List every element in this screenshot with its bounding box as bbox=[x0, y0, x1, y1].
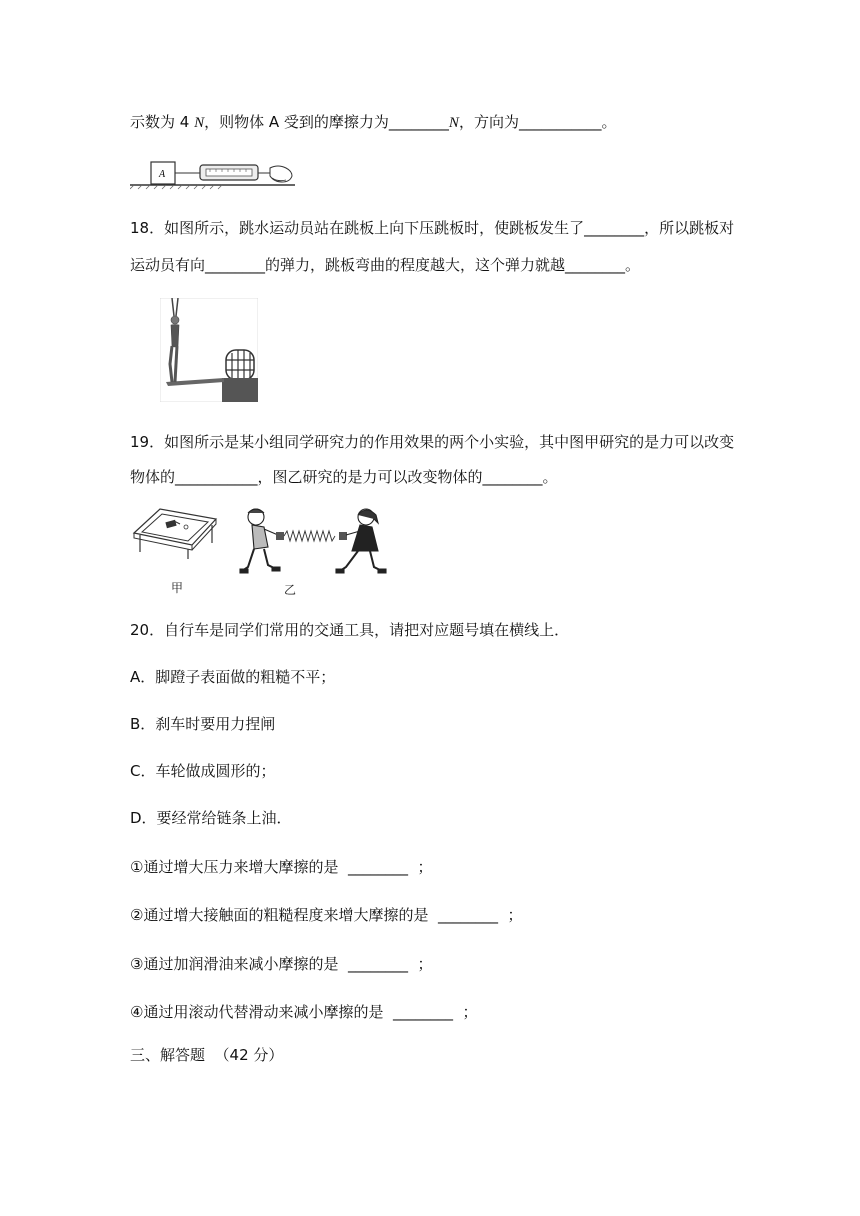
q17-text bbox=[130, 112, 616, 133]
q20-blank-1: ①通过增大压力来增大摩擦的是 ________ ； bbox=[130, 858, 433, 876]
diving-board-figure bbox=[160, 298, 258, 402]
q20-option-c: C．车轮做成圆形的； bbox=[130, 762, 276, 780]
q20-blank-3: ③通过加润滑油来减小摩擦的是 ________ ； bbox=[130, 955, 433, 973]
q20-option-a: A．脚蹬子表面做的粗糙不平； bbox=[130, 668, 336, 686]
unit-n: N bbox=[448, 115, 459, 131]
spring-scale-figure bbox=[130, 158, 295, 190]
spring-pull-figure bbox=[238, 505, 390, 577]
unit-n: N bbox=[194, 115, 205, 131]
caption-jia: 甲 bbox=[171, 581, 184, 595]
q20-option-d: D．要经常给链条上油． bbox=[130, 809, 292, 827]
q17-text-c: ，方向为___________。 bbox=[458, 113, 617, 131]
q18-line1: 18．如图所示，跳水运动员站在跳板上向下压跳板时，使跳板发生了________，所以跳板对 bbox=[130, 219, 735, 237]
q18-line2: 运动员有向________的弹力，跳板弯曲的程度越大，这个弹力就越________。 bbox=[130, 256, 641, 274]
section-heading: 三、解答题 （42 分） bbox=[130, 1046, 284, 1064]
caption-yi: 乙 bbox=[284, 583, 297, 597]
q20-stem: 20．自行车是同学们常用的交通工具，请把对应题号填在横线上． bbox=[130, 621, 570, 639]
q20-blank-4: ④通过用滚动代替滑动来减小摩擦的是 ________ ； bbox=[130, 1003, 478, 1021]
magnet-table-figure bbox=[130, 505, 218, 560]
q20-blank-2: ②通过增大接触面的粗糙程度来增大摩擦的是 ________ ； bbox=[130, 906, 523, 924]
block-a-label: A bbox=[159, 169, 166, 180]
q17-text-a: 示数为 4 bbox=[130, 113, 195, 131]
q17-text-b: ，则物体 A 受到的摩擦力为________ bbox=[204, 113, 449, 131]
q20-option-b: B．刹车时要用力捏闸 bbox=[130, 715, 276, 733]
q19-line1: 19．如图所示是某小组同学研究力的作用效果的两个小实验，其中图甲研究的是力可以改变 bbox=[130, 433, 735, 451]
q19-line2: 物体的___________，图乙研究的是力可以改变物体的________。 bbox=[130, 468, 558, 486]
